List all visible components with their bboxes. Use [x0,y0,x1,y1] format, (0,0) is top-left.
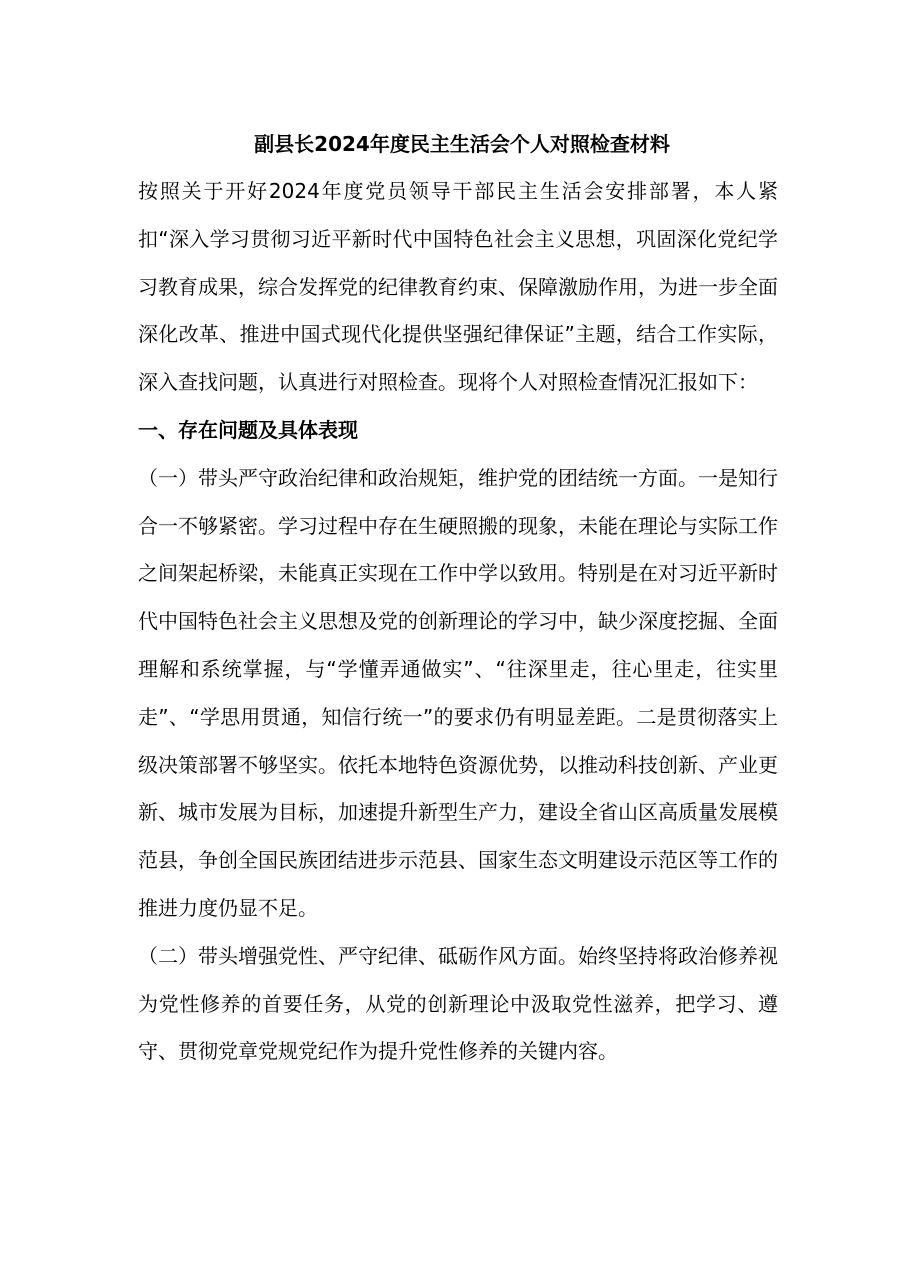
item-two-paragraph: （二）带头增强党性、严守纪律、砥砺作风方面。始终坚持将政治修养视为党性修养的首要任务，从党的创新理论中汲取党性滋养，把学习、遵守、贯彻党章党规党纪作为提升党性修养的关键内容。 [138,943,778,1064]
document-title: 副县长2024年度民主生活会个人对照检查材料 [254,132,670,156]
section-heading: 一、存在问题及具体表现 [138,417,358,442]
item-one-paragraph: （一）带头严守政治纪律和政治规矩，维护党的团结统一方面。一是知行合一不够紧密。学习过程中存在生硬照搬的现象，未能在理论与实际工作之间架起桥梁，未能真正实现在工作中学以致用。特别是在对习近平新时代中国特色社会主义思想及党的创新理论的学习中，缺少深度挖掘、全面理解和系统掌握，与“学懂弄通做实”、“往深里走，往心里走，往实里走”、“学思用贯通，知信行统一”的要求仍有明显差距。二是贯彻落实上级决策部署不够坚实。依托本地特色资源优势，以推动科技创新、产业更新、城市发展为目标，加速提升新型生产力，建设全省山区高质量发展模范县，争创全国民族团结进步示范县、国家生态文明建设示范区等工作的推进力度仍显不足。 [138,465,778,920]
intro-paragraph: 按照关于开好2024年度党员领导干部民主生活会安排部署，本人紧扣“深入学习贯彻习近平新时代中国特色社会主义思想，巩固深化党纪学习教育成果，综合发挥党的纪律教育约束、保障激励作用，为进一步全面深化改革、推进中国式现代化提供坚强纪律保证”主题，结合工作实际，深入查找问题，认真进行对照检查。现将个人对照检查情况汇报如下： [138,179,778,395]
document-page [138,120,778,1076]
